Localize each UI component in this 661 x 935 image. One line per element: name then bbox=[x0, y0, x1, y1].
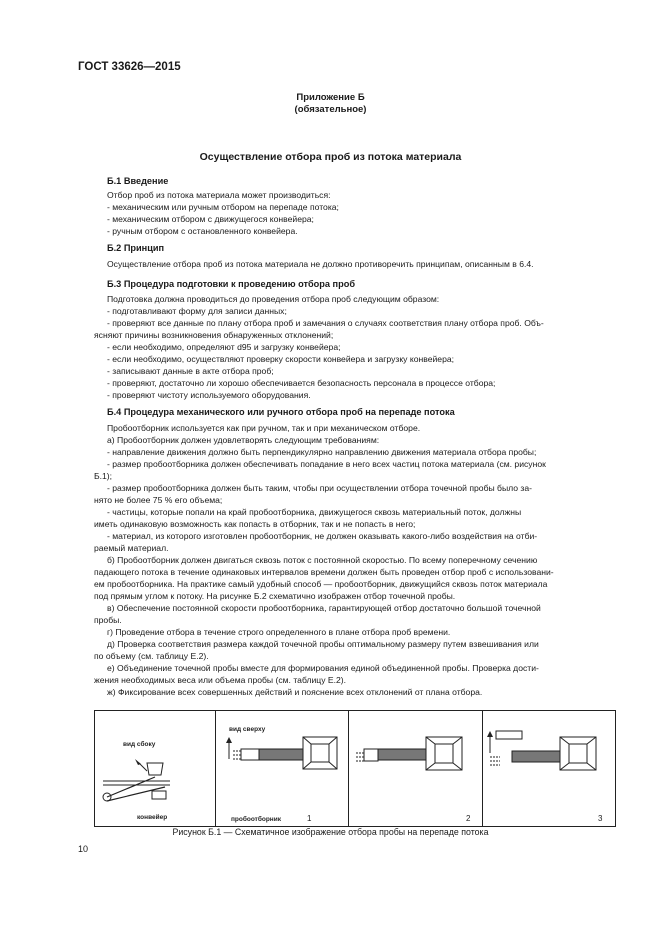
top-view-label: вид сверху bbox=[229, 726, 266, 733]
figure-panel-3 bbox=[482, 711, 615, 826]
text-line: Отбор проб из потока материала может производиться: bbox=[107, 190, 331, 200]
figure-panel-1 bbox=[215, 711, 349, 826]
text-line: пробы. bbox=[94, 615, 122, 625]
conveyor-label: конвейер bbox=[137, 814, 168, 821]
text-line: Пробоотборник используется как при ручном, так и при механическом отборе. bbox=[107, 423, 421, 433]
text-line: падающего потока в течение одинаковых интервалов времени должен быть проведен отбор проб с использовани- bbox=[94, 567, 554, 577]
text-line: Б.1); bbox=[94, 471, 113, 481]
list-item: - направление движения должно быть перпендикулярно направлению движения материала отбора пробы; bbox=[107, 447, 537, 457]
figure-caption: Рисунок Б.1 — Схематичное изображение отбора пробы на перепаде потока bbox=[172, 827, 489, 837]
list-item: - механическим или ручным отбором на перепаде потока; bbox=[107, 202, 339, 212]
list-item: - частицы, которые попали на край пробоотборника, движущегося сквозь материальный поток, должны bbox=[107, 507, 522, 517]
annex-title: Приложение Б bbox=[296, 92, 365, 103]
side-view-diagram bbox=[95, 711, 215, 826]
text-line: иметь одинаковую возможность как попасть в отборник, так и не попасть в него; bbox=[94, 519, 416, 529]
sampler-label: пробоотборник bbox=[231, 816, 281, 823]
section-heading-b2: Б.2 Принцип bbox=[107, 243, 165, 253]
text-line: в) Обеспечение постоянной скорости пробоотборника, гарантирующей отбор достаточно большой точечной bbox=[107, 603, 541, 613]
section-heading-b4: Б.4 Процедура механического или ручного отбора проб на перепаде потока bbox=[107, 407, 455, 417]
text-line: по объему (см. таблицу Е.2). bbox=[94, 651, 209, 661]
text-line: д) Проверка соответствия размера каждой точечной пробы оптимальному размеру путем взвешивания или bbox=[107, 639, 539, 649]
text-line: Осуществление отбора проб из потока материала не должно противоречить принципам, описанным в 6.4. bbox=[107, 259, 534, 269]
text-line: жения необходимых веса или объема пробы (см. таблицу Е.2). bbox=[94, 675, 347, 685]
text-line: б) Пробоотборник должен двигаться сквозь поток с постоянной скоростью. По всему поперечному сечению bbox=[107, 555, 538, 565]
top-view-diagram-1 bbox=[215, 711, 348, 826]
figure-number-2: 2 bbox=[466, 814, 471, 823]
text-line: ясняют причины возникновения обнаруженных отклонений; bbox=[94, 330, 334, 340]
list-item: - размер пробоотборника должен быть таким, чтобы при осуществлении отбора точечной пробы было за- bbox=[107, 483, 533, 493]
annex-status: (обязательное) bbox=[294, 104, 367, 115]
text-line: под прямым углом к потоку. На рисунке Б.2 схематично изображен отбор точечной пробы. bbox=[94, 591, 456, 601]
list-item: - проверяют, достаточно ли хорошо обеспечивается безопасность персонала в процессе отбора; bbox=[107, 378, 496, 388]
list-item: - материал, из которого изготовлен пробоотборник, не должен оказывать какого-либо воздействия на отби- bbox=[107, 531, 538, 541]
figure-b1 bbox=[94, 710, 616, 827]
text-line: нято не более 75 % его объема; bbox=[94, 495, 223, 505]
figure-number-1: 1 bbox=[307, 814, 312, 823]
section-heading-b1: Б.1 Введение bbox=[107, 176, 169, 186]
top-view-diagram-2 bbox=[348, 711, 482, 826]
figure-number-3: 3 bbox=[598, 814, 603, 823]
list-item: - ручным отбором с остановленного конвейера. bbox=[107, 226, 298, 236]
top-view-diagram-3 bbox=[482, 711, 615, 826]
list-item: - механическим отбором с движущегося конвейера; bbox=[107, 214, 314, 224]
text-line: Подготовка должна проводиться до проведения отбора проб следующим образом: bbox=[107, 294, 440, 304]
text-line: ж) Фиксирование всех совершенных действий и пояснение всех отклонений от плана отбора. bbox=[107, 687, 483, 697]
text-line: е) Объединение точечной пробы вместе для формирования единой объединенной пробы. Проверка дости- bbox=[107, 663, 539, 673]
document-code-header: ГОСТ 33626—2015 bbox=[78, 61, 181, 73]
list-item: - подготавливают форму для записи данных; bbox=[107, 306, 287, 316]
list-item: - если необходимо, определяют d95 и загрузку конвейера; bbox=[107, 342, 341, 352]
text-line: г) Проведение отбора в течение строго определенного в плане отбора проб времени. bbox=[107, 627, 451, 637]
figure-panel-side-view bbox=[95, 711, 216, 826]
text-line: ем пробоотборника. На практике самый удобный способ — пробоотборник, движущийся сквозь поток материала bbox=[94, 579, 548, 589]
list-item: - размер пробоотборника должен обеспечивать попадание в него всех частиц потока материала (см. рисунок bbox=[107, 459, 546, 469]
side-view-label: вид сбоку bbox=[123, 741, 156, 748]
figure-panel-2 bbox=[348, 711, 483, 826]
list-item: - если необходимо, осуществляют проверку скорости конвейера и загрузку конвейера; bbox=[107, 354, 455, 364]
list-item: - проверяют чистоту используемого оборудования. bbox=[107, 390, 311, 400]
page-title: Осуществление отбора проб из потока материала bbox=[199, 151, 462, 163]
page-number: 10 bbox=[78, 844, 89, 854]
text-line: раемый материал. bbox=[94, 543, 169, 553]
section-heading-b3: Б.3 Процедура подготовки к проведению отбора проб bbox=[107, 279, 355, 289]
text-line: а) Пробоотборник должен удовлетворять следующим требованиям: bbox=[107, 435, 380, 445]
list-item: - проверяют все данные по плану отбора проб и замечания о случаях соответствия плану отбора проб. Объ- bbox=[107, 318, 544, 328]
list-item: - записывают данные в акте отбора проб; bbox=[107, 366, 274, 376]
